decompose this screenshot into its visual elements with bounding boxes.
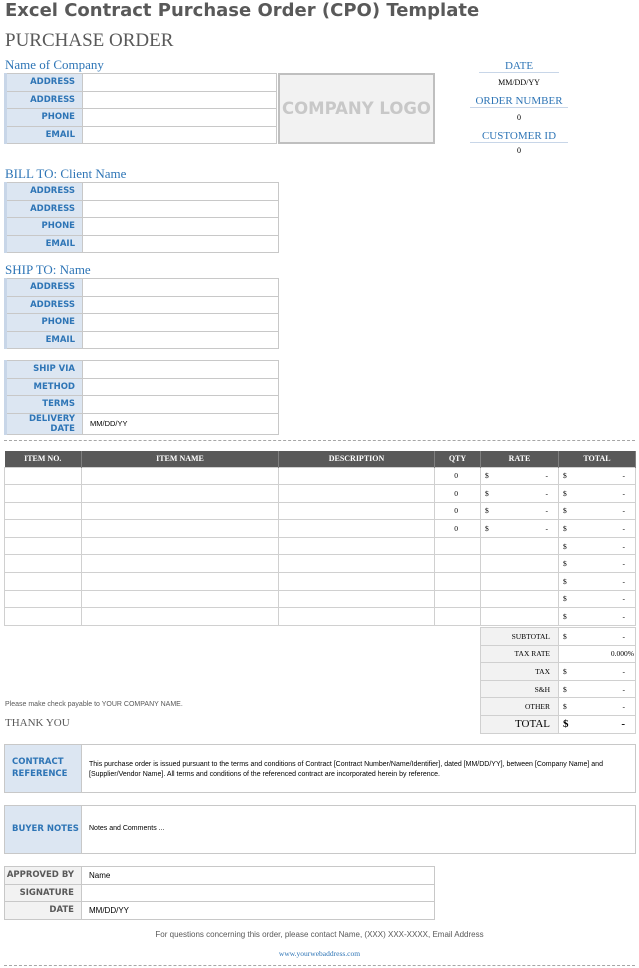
payable-note: Please make check payable to YOUR COMPANY NAME. <box>5 701 183 708</box>
bill-to-phone-cell[interactable] <box>83 218 279 236</box>
total-cell <box>559 608 636 626</box>
order-number-label: ORDER NUMBER <box>470 95 568 108</box>
item-no-cell[interactable] <box>5 573 82 591</box>
company-logo-placeholder[interactable] <box>278 73 435 144</box>
description-cell[interactable] <box>279 467 435 485</box>
approval-date-label: DATE <box>5 902 82 920</box>
terms-cell[interactable] <box>83 396 279 414</box>
summary-label: S&H <box>481 680 559 698</box>
item-no-cell[interactable] <box>5 590 82 608</box>
summary-value-cell <box>559 680 636 698</box>
item-no-cell[interactable] <box>5 608 82 626</box>
total-value: - <box>622 524 625 534</box>
order-number-value[interactable]: 0 <box>517 113 521 122</box>
row-label: PHONE <box>6 218 83 236</box>
total-cell <box>559 520 636 538</box>
date-value[interactable]: MM/DD/YY <box>498 78 540 87</box>
item-name-cell[interactable] <box>82 502 279 520</box>
currency-symbol: $ <box>563 559 567 569</box>
company-row <box>6 91 277 109</box>
row-label: EMAIL <box>6 235 83 253</box>
summary-value: - <box>622 666 625 676</box>
rate-value: - <box>545 524 548 534</box>
summary-row <box>481 663 636 681</box>
total-value: - <box>622 488 625 498</box>
total-value: - <box>622 506 625 516</box>
bill-to-email-cell[interactable] <box>83 235 279 253</box>
item-no-cell[interactable] <box>5 537 82 555</box>
row-label: ADDRESS <box>6 279 83 297</box>
ship-to-table <box>4 278 279 349</box>
company-address-2-cell[interactable] <box>83 91 277 109</box>
ship-to-row <box>6 279 279 297</box>
total-cell <box>559 537 636 555</box>
currency-symbol: $ <box>563 631 567 641</box>
summary-value-cell[interactable] <box>559 645 636 663</box>
item-no-cell[interactable] <box>5 555 82 573</box>
bill-to-heading[interactable]: BILL TO: Client Name <box>5 166 127 181</box>
currency-symbol: $ <box>563 594 567 604</box>
approval-row <box>5 867 435 885</box>
approval-table <box>4 866 435 920</box>
description-cell[interactable] <box>279 502 435 520</box>
bill-to-row <box>6 183 279 201</box>
contract-reference-text[interactable]: This purchase order is issued pursuant to the terms and conditions of Contract [Contract Number/Name/Identifier], dated [MM/DD/YY], between [Company Name] and [Supplier/Vendor Name]. All terms and conditions of the referenced contract are incorporated herein by reference. <box>89 761 603 779</box>
currency-symbol: $ <box>563 471 567 481</box>
item-no-cell[interactable] <box>5 467 82 485</box>
summary-label: TAX RATE <box>481 645 559 663</box>
rate-cell[interactable] <box>481 608 559 626</box>
approval-row <box>5 902 435 920</box>
total-cell <box>559 502 636 520</box>
row-label: SHIP VIA <box>6 361 83 379</box>
item-name-cell[interactable] <box>82 573 279 591</box>
table-row <box>5 502 636 520</box>
company-address-1-cell[interactable] <box>83 74 277 92</box>
row-label: ADDRESS <box>6 74 83 92</box>
thank-you-text: THANK YOU <box>5 717 70 729</box>
bill-to-address-2-cell[interactable] <box>83 200 279 218</box>
approved-by-cell[interactable]: Name <box>82 867 435 885</box>
summary-value: - <box>622 702 625 712</box>
total-cell <box>559 555 636 573</box>
summary-value[interactable]: 0.000% <box>610 649 634 659</box>
item-no-cell[interactable] <box>5 485 82 503</box>
bill-to-address-1-cell[interactable] <box>83 183 279 201</box>
rate-cell[interactable] <box>481 485 559 503</box>
ship-via-cell[interactable] <box>83 361 279 379</box>
shipping-row <box>6 396 279 414</box>
currency-symbol: $ <box>485 488 489 498</box>
document-heading: PURCHASE ORDER <box>5 30 174 51</box>
shipping-row <box>6 361 279 379</box>
item-name-cell[interactable] <box>82 485 279 503</box>
qty-cell[interactable] <box>435 537 481 555</box>
summary-value: - <box>622 631 625 641</box>
currency-symbol: $ <box>485 506 489 516</box>
approval-date-cell[interactable]: MM/DD/YY <box>82 902 435 920</box>
shipping-row <box>6 378 279 396</box>
total-value: - <box>622 594 625 604</box>
summary-label: TAX <box>481 663 559 681</box>
row-label: PHONE <box>6 109 83 127</box>
shipping-row <box>6 413 279 434</box>
description-cell[interactable] <box>279 573 435 591</box>
ship-to-phone-cell[interactable] <box>83 314 279 332</box>
item-name-cell[interactable] <box>82 467 279 485</box>
summary-row <box>481 628 636 646</box>
column-header: ITEM NO. <box>5 451 82 467</box>
item-name-cell[interactable] <box>82 520 279 538</box>
ship-to-email-cell[interactable] <box>83 331 279 349</box>
row-label: DELIVERY DATE <box>6 413 83 434</box>
total-cell <box>559 573 636 591</box>
qty-cell[interactable] <box>435 590 481 608</box>
summary-row <box>481 698 636 716</box>
rate-value: - <box>545 488 548 498</box>
item-name-cell[interactable] <box>82 555 279 573</box>
summary-value: - <box>622 684 625 694</box>
qty-cell[interactable] <box>435 555 481 573</box>
customer-id-value[interactable]: 0 <box>517 146 521 155</box>
row-label: EMAIL <box>6 126 83 144</box>
summary-value-cell <box>559 715 636 733</box>
currency-symbol: $ <box>563 506 567 516</box>
summary-row <box>481 645 636 663</box>
column-header: TOTAL <box>559 451 636 467</box>
qty-cell[interactable] <box>435 608 481 626</box>
delivery-date-cell[interactable]: MM/DD/YY <box>83 413 279 434</box>
currency-symbol: $ <box>563 718 569 731</box>
contract-reference-box <box>4 744 636 793</box>
rate-value: - <box>545 471 548 481</box>
company-row <box>6 126 277 144</box>
currency-symbol: $ <box>563 576 567 586</box>
approved-by-label: APPROVED BY <box>5 867 82 885</box>
summary-table <box>480 627 636 734</box>
summary-row <box>481 680 636 698</box>
company-info-table <box>4 73 277 144</box>
rate-cell[interactable] <box>481 467 559 485</box>
qty-cell[interactable]: 0 <box>435 520 481 538</box>
method-cell[interactable] <box>83 378 279 396</box>
summary-value-cell <box>559 663 636 681</box>
bill-to-table <box>4 182 279 253</box>
footer-contact: For questions concerning this order, please contact Name, (XXX) XXX-XXXX, Email Address <box>155 930 484 939</box>
column-header: ITEM NAME <box>82 451 279 467</box>
total-value: - <box>622 559 625 569</box>
row-label: TERMS <box>6 396 83 414</box>
date-label: DATE <box>479 60 559 73</box>
currency-symbol: $ <box>563 612 567 622</box>
summary-value-cell <box>559 628 636 646</box>
contract-reference-label: CONTRACT REFERENCE <box>5 745 82 792</box>
table-row <box>5 485 636 503</box>
rate-cell[interactable] <box>481 590 559 608</box>
table-row <box>5 608 636 626</box>
company-email-cell[interactable] <box>83 126 277 144</box>
rate-cell[interactable] <box>481 537 559 555</box>
logo-text: COMPANY LOGO <box>282 99 431 118</box>
currency-symbol: $ <box>485 471 489 481</box>
ship-to-address-1-cell[interactable] <box>83 279 279 297</box>
description-cell[interactable] <box>279 590 435 608</box>
rate-cell[interactable] <box>481 573 559 591</box>
summary-label: SUBTOTAL <box>481 628 559 646</box>
item-name-cell[interactable] <box>82 590 279 608</box>
company-name-heading[interactable]: Name of Company <box>5 57 104 72</box>
total-cell <box>559 467 636 485</box>
qty-cell[interactable]: 0 <box>435 502 481 520</box>
description-cell[interactable] <box>279 537 435 555</box>
currency-symbol: $ <box>563 666 567 676</box>
qty-cell[interactable]: 0 <box>435 485 481 503</box>
page-title: Excel Contract Purchase Order (CPO) Template <box>5 0 480 21</box>
row-label: METHOD <box>6 378 83 396</box>
section-divider <box>4 440 635 441</box>
table-row <box>5 467 636 485</box>
item-name-cell[interactable] <box>82 608 279 626</box>
company-row <box>6 74 277 92</box>
table-row <box>5 573 636 591</box>
rate-cell[interactable] <box>481 520 559 538</box>
currency-symbol: $ <box>563 524 567 534</box>
currency-symbol: $ <box>563 541 567 551</box>
summary-value-cell <box>559 698 636 716</box>
ship-to-row <box>6 296 279 314</box>
summary-value: - <box>621 718 625 731</box>
signature-cell[interactable] <box>82 884 435 902</box>
item-name-cell[interactable] <box>82 537 279 555</box>
bill-to-row <box>6 235 279 253</box>
total-value: - <box>622 576 625 586</box>
total-cell <box>559 485 636 503</box>
description-cell[interactable] <box>279 485 435 503</box>
row-label: ADDRESS <box>6 91 83 109</box>
column-header: DESCRIPTION <box>279 451 435 467</box>
currency-symbol: $ <box>563 684 567 694</box>
customer-id-label: CUSTOMER ID <box>470 130 568 143</box>
company-phone-cell[interactable] <box>83 109 277 127</box>
line-items-table <box>4 451 636 626</box>
total-value: - <box>622 471 625 481</box>
summary-label: TOTAL <box>481 715 559 733</box>
total-value: - <box>622 612 625 622</box>
description-cell[interactable] <box>279 555 435 573</box>
line-items-header-row <box>5 451 636 467</box>
ship-to-heading[interactable]: SHIP TO: Name <box>5 262 91 277</box>
currency-symbol: $ <box>563 488 567 498</box>
footer-url-link[interactable]: www.yourwebaddress.com <box>278 949 361 958</box>
shipping-table <box>4 360 279 435</box>
buyer-notes-label: BUYER NOTES <box>5 806 82 853</box>
summary-row <box>481 715 636 733</box>
company-row <box>6 109 277 127</box>
row-label: PHONE <box>6 314 83 332</box>
footer-divider <box>4 965 635 966</box>
total-cell <box>559 590 636 608</box>
table-row <box>5 520 636 538</box>
currency-symbol: $ <box>563 702 567 712</box>
ship-to-row <box>6 331 279 349</box>
total-value: - <box>622 541 625 551</box>
description-cell[interactable] <box>279 520 435 538</box>
ship-to-address-2-cell[interactable] <box>83 296 279 314</box>
ship-to-row <box>6 314 279 332</box>
table-row <box>5 537 636 555</box>
approval-row <box>5 884 435 902</box>
buyer-notes-box <box>4 805 636 854</box>
column-header: QTY <box>435 451 481 467</box>
qty-cell[interactable] <box>435 573 481 591</box>
table-row <box>5 590 636 608</box>
column-header: RATE <box>481 451 559 467</box>
item-no-cell[interactable] <box>5 502 82 520</box>
rate-cell[interactable] <box>481 502 559 520</box>
item-no-cell[interactable] <box>5 520 82 538</box>
signature-label: SIGNATURE <box>5 884 82 902</box>
rate-cell[interactable] <box>481 555 559 573</box>
row-label: ADDRESS <box>6 183 83 201</box>
bill-to-row <box>6 218 279 236</box>
rate-value: - <box>545 506 548 516</box>
qty-cell[interactable]: 0 <box>435 467 481 485</box>
row-label: ADDRESS <box>6 296 83 314</box>
row-label: EMAIL <box>6 331 83 349</box>
summary-label: OTHER <box>481 698 559 716</box>
buyer-notes-text[interactable]: Notes and Comments ... <box>89 825 165 833</box>
row-label: ADDRESS <box>6 200 83 218</box>
description-cell[interactable] <box>279 608 435 626</box>
table-row <box>5 555 636 573</box>
bill-to-row <box>6 200 279 218</box>
currency-symbol: $ <box>485 524 489 534</box>
